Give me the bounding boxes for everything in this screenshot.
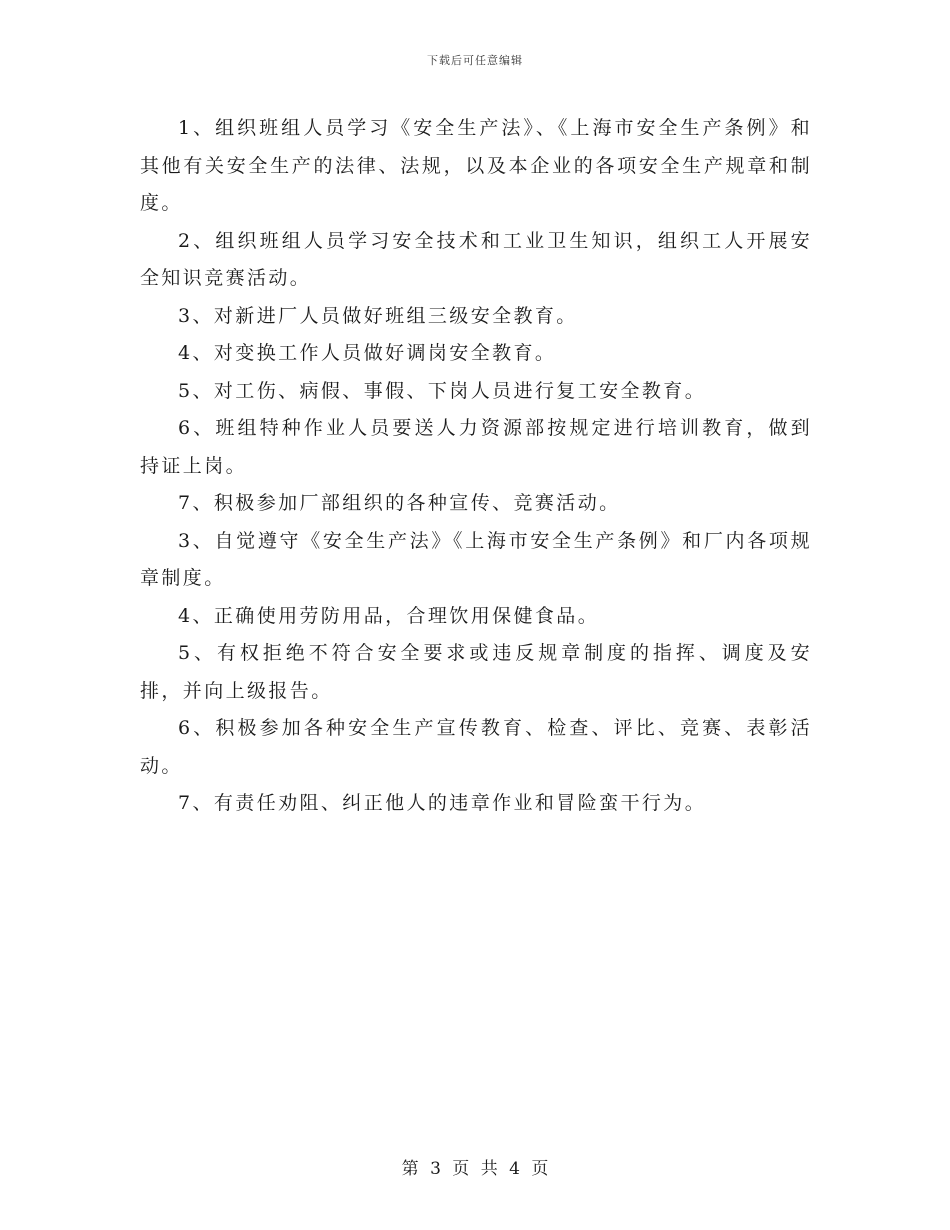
paragraph-6: 6、班组特种作业人员要送人力资源部按规定进行培训教育，做到持证上岗。 <box>140 417 812 477</box>
paragraph-3: 3、对新进厂人员做好班组三级安全教育。 <box>178 304 578 327</box>
paragraph-1: 1、组织班组人员学习《安全生产法》、《上海市安全生产条例》和其他有关安全生产的法律、法规，以及本企业的各项安全生产规章和制度。 <box>140 117 812 214</box>
paragraph-7: 7、积极参加厂部组织的各种宣传、竞赛活动。 <box>178 492 621 514</box>
document-body <box>140 110 812 823</box>
page-header: 下载后可任意编辑 <box>427 54 523 67</box>
paragraph-5: 5、对工伤、病假、事假、下岗人员进行复工安全教育。 <box>178 379 707 402</box>
paragraph-8: 3、自觉遵守《安全生产法》《上海市安全生产条例》和厂内各项规章制度。 <box>140 529 812 589</box>
paragraph-2: 2、组织班组人员学习安全技术和工业卫生知识，组织工人开展安全知识竞赛活动。 <box>140 229 812 289</box>
paragraph-11: 6、积极参加各种安全生产宣传教育、检查、评比、竞赛、表彰活动。 <box>140 717 812 777</box>
page-footer: 第 3 页 共 4 页 <box>401 1159 549 1179</box>
paragraph-10: 5、有权拒绝不符合安全要求或违反规章制度的指挥、调度及安排，并向上级报告。 <box>140 642 812 702</box>
paragraph-4: 4、对变换工作人员做好调岗安全教育。 <box>178 342 557 364</box>
paragraph-12: 7、有责任劝阻、纠正他人的违章作业和冒险蛮干行为。 <box>178 792 707 814</box>
paragraph-9: 4、正确使用劳防用品，合理饮用保健食品。 <box>178 604 600 627</box>
